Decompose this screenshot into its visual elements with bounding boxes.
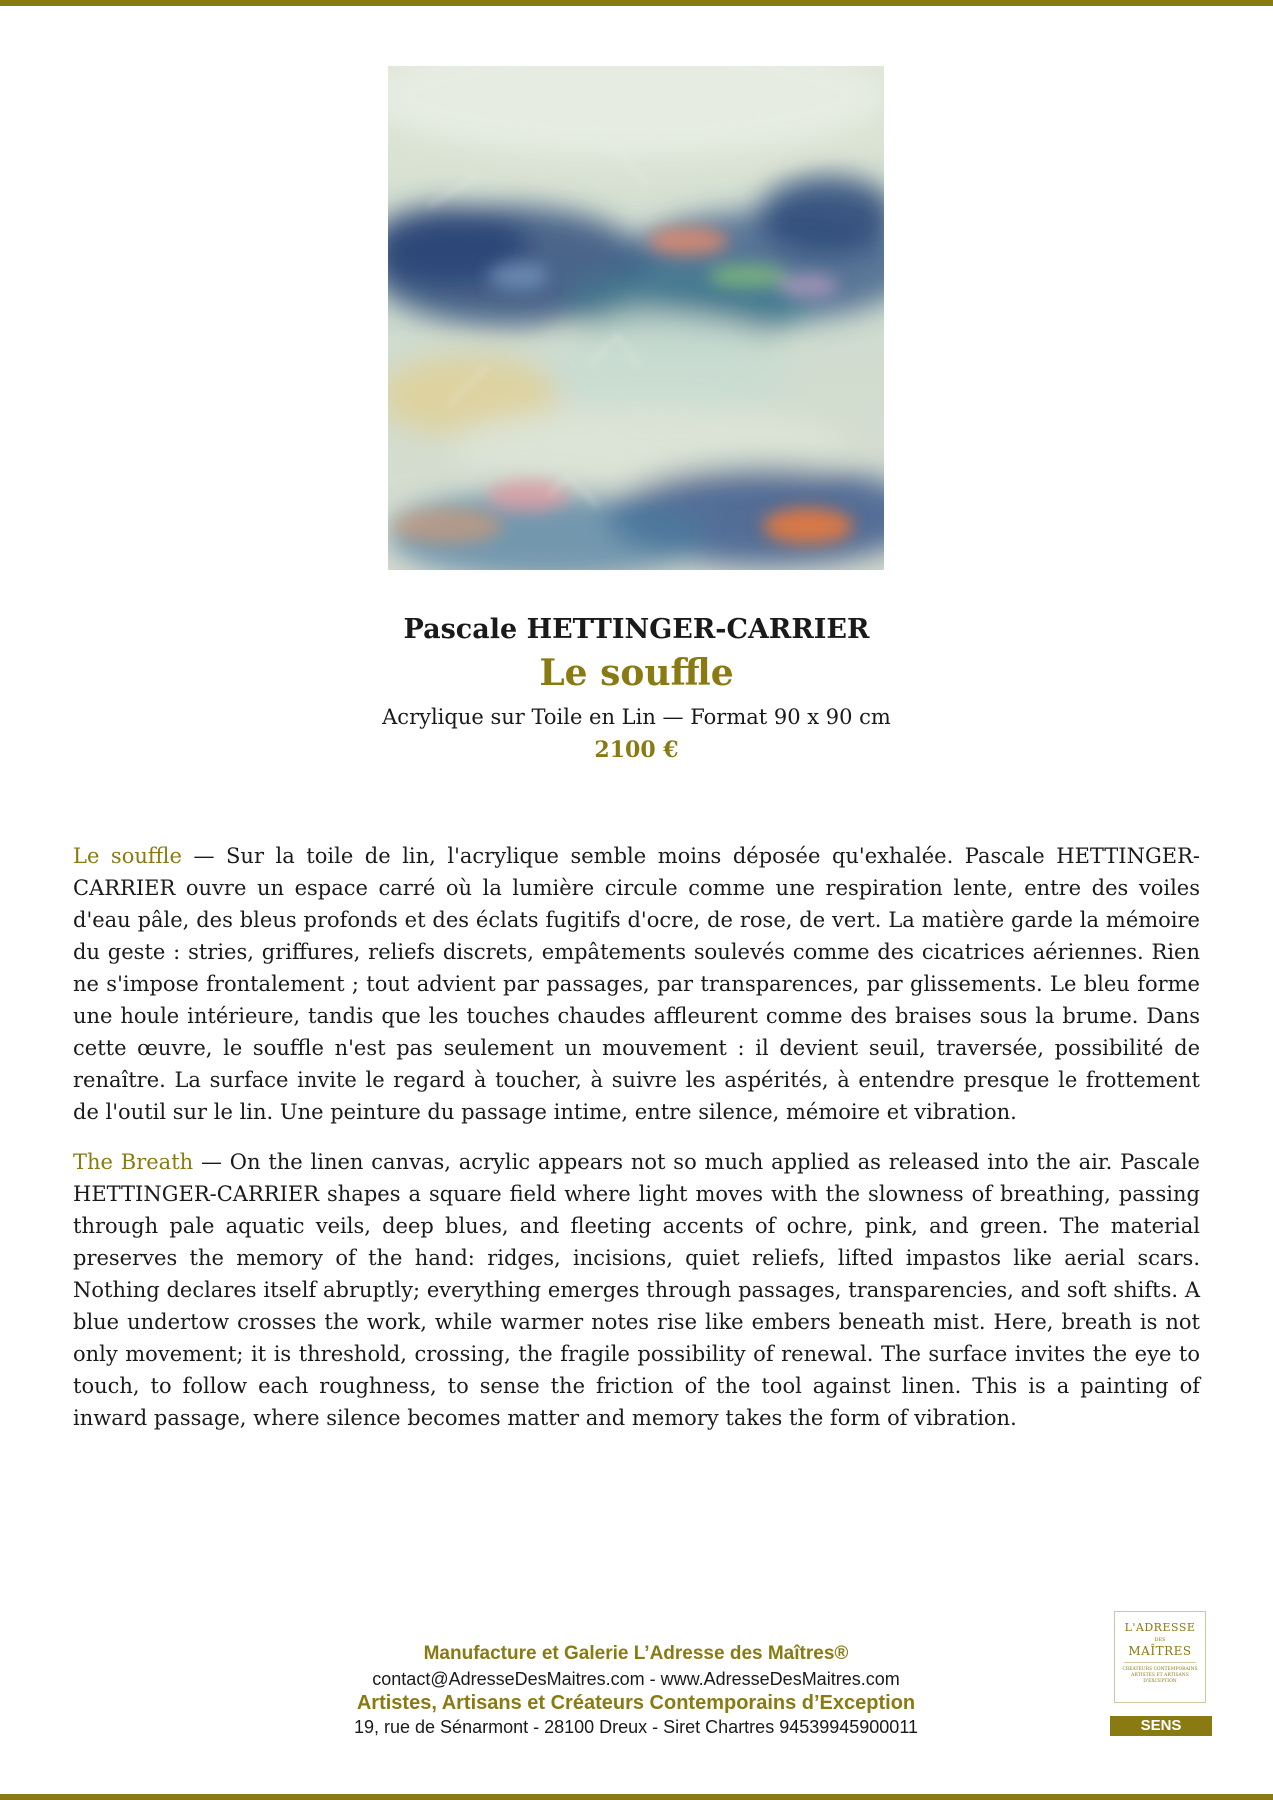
footer-tagline: Artistes, Artisans et Créateurs Contemporains d’Exception — [356, 1692, 916, 1714]
top-border — [0, 0, 1273, 6]
footer-gallery-name: Manufacture et Galerie L’Adresse des Maîtres® — [423, 1643, 849, 1664]
logo-line-3: MAÎTRES — [1128, 1644, 1192, 1658]
footer-address: 19, rue de Sénarmont - 28100 Dreux - Siret Chartres 94539945900011 — [353, 1717, 919, 1737]
artwork-medium: Acrylique sur Toile en Lin — Format 90 x 90 cm — [382, 705, 891, 729]
logo-line-2: DES — [1154, 1637, 1166, 1643]
bottom-border — [0, 1794, 1273, 1800]
description-english — [73, 1146, 1200, 1434]
description-english-lead: The Breath — [73, 1150, 194, 1174]
description-english-text: — On the linen canvas, acrylic appears not so much applied as released into the air. Pascale HETTINGER-CARRIER shapes a square field where light moves with the slowness of breathing, passing through pale aquatic veils, deep blues, and fleeting accents of ochre, pink, and green. The material preserves the memory of the hand: ridges, incisions, quiet reliefs, lifted impastos like aerial scars. Nothing declares itself abruptly; everything emerges through passages, transparencies, and soft shifts. A blue undertow crosses the work, while warmer notes rise like embers beneath mist. Here, breath is not only movement; it is threshold, crossing, the fragile possibility of renewal. The surface invites the eye to touch, to follow each roughness, to sense the friction of the tool against linen. This is a painting of inward passage, where silence becomes matter and memory takes the form of vibration. — [73, 1150, 1200, 1430]
logo-line-4: CRÉATEURS CONTEMPORAINS ARTISTES ET ARTISANS D'EXCEPTION — [1122, 1667, 1198, 1684]
gallery-logo — [1114, 1611, 1206, 1703]
description-french-lead: Le souffle — [73, 844, 182, 868]
artwork-title: Le souffle — [539, 652, 734, 694]
description-french — [73, 840, 1200, 1128]
artist-name: Pascale HETTINGER-CARRIER — [403, 614, 870, 645]
description-french-text: — Sur la toile de lin, l'acrylique semble moins déposée qu'exhalée. Pascale HETTINGER-CARRIER ouvre un espace carré où la lumière circule comme une respiration lente, entre des voiles d'eau pâle, des bleus profonds et des éclats fugitifs d'ocre, de rose, de vert. La matière garde la mémoire du geste : stries, griffures, reliefs discrets, empâtements soulevés comme des cicatrices aériennes. Rien ne s'impose frontalement ; tout advient par passages, par transparences, par glissements. Le bleu forme une houle intérieure, tandis que les touches chaudes affleurent comme des braises sous la brume. Dans cette œuvre, le souffle n'est pas seulement un mouvement : il devient seuil, traversée, possibilité de renaître. La surface invite le regard à toucher, à suivre les aspérités, à entendre presque le frottement de l'outil sur le lin. Une peinture du passage intime, entre silence, mémoire et vibration. — [73, 844, 1200, 1124]
logo-line-1: L'ADRESSE — [1124, 1621, 1196, 1634]
artwork-image — [388, 66, 884, 570]
logo-divider — [1124, 1662, 1196, 1663]
footer-contact: contact@AdresseDesMaitres.com - www.AdresseDesMaitres.com — [372, 1669, 900, 1689]
artwork-price: 2100 € — [594, 737, 679, 763]
sens-badge: SENS — [1110, 1716, 1212, 1736]
